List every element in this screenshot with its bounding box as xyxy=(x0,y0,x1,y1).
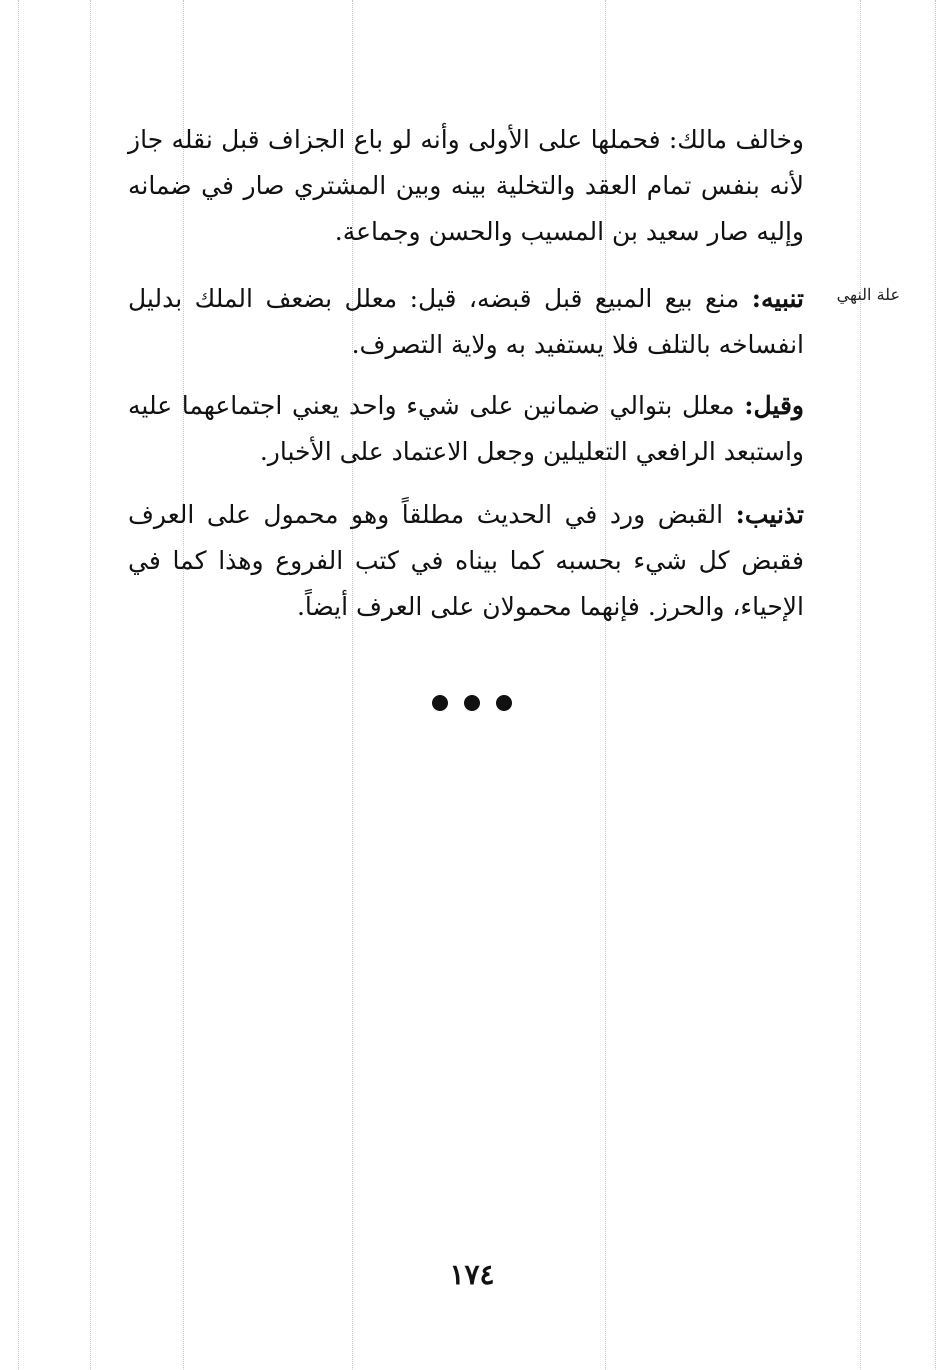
separator-dot-icon xyxy=(464,695,480,711)
paragraph-tanbih xyxy=(128,276,804,368)
margin-note: علة النهي xyxy=(836,285,900,304)
paragraph-text: منع بيع المبيع قبل قبضه، قيل: معلل بضعف الملك بدليل انفساخه بالتلف فلا يستفيد به ولاية التصرف. xyxy=(128,284,804,359)
page-number: ١٧٤ xyxy=(449,1258,495,1291)
paragraph-lead: وقيل: xyxy=(744,391,804,420)
paragraph-text: القبض ورد في الحديث مطلقاً وهو محمول على العرف فقبض كل شيء بحسبه كما بيناه في كتب الفروع وهذا كما في الإحياء، والحرز. فإنهما محمولان على العرف أيضاً. xyxy=(128,500,804,621)
paragraph-malik-opinion xyxy=(128,117,804,255)
paragraph-tadhnib xyxy=(128,492,804,630)
paragraph-text: وخالف مالك: فحملها على الأولى وأنه لو باع الجزاف قبل نقله جاز لأنه بنفس تمام العقد والتخلية بينه وبين المشتري صار في ضمانه وإليه صار سعيد بن المسيب والحسن وجماعة. xyxy=(128,125,804,246)
paragraph-lead: تذنيب: xyxy=(735,500,804,529)
paragraph-wa-qila xyxy=(128,383,804,475)
section-separator xyxy=(0,695,944,711)
paragraph-text: معلل بتوالي ضمانين على شيء واحد يعني اجتماعهما عليه واستبعد الرافعي التعليلين وجعل الاعتماد على الأخبار. xyxy=(128,391,804,466)
separator-dot-icon xyxy=(432,695,448,711)
separator-dot-icon xyxy=(496,695,512,711)
paragraph-lead: تنبيه: xyxy=(751,284,804,313)
